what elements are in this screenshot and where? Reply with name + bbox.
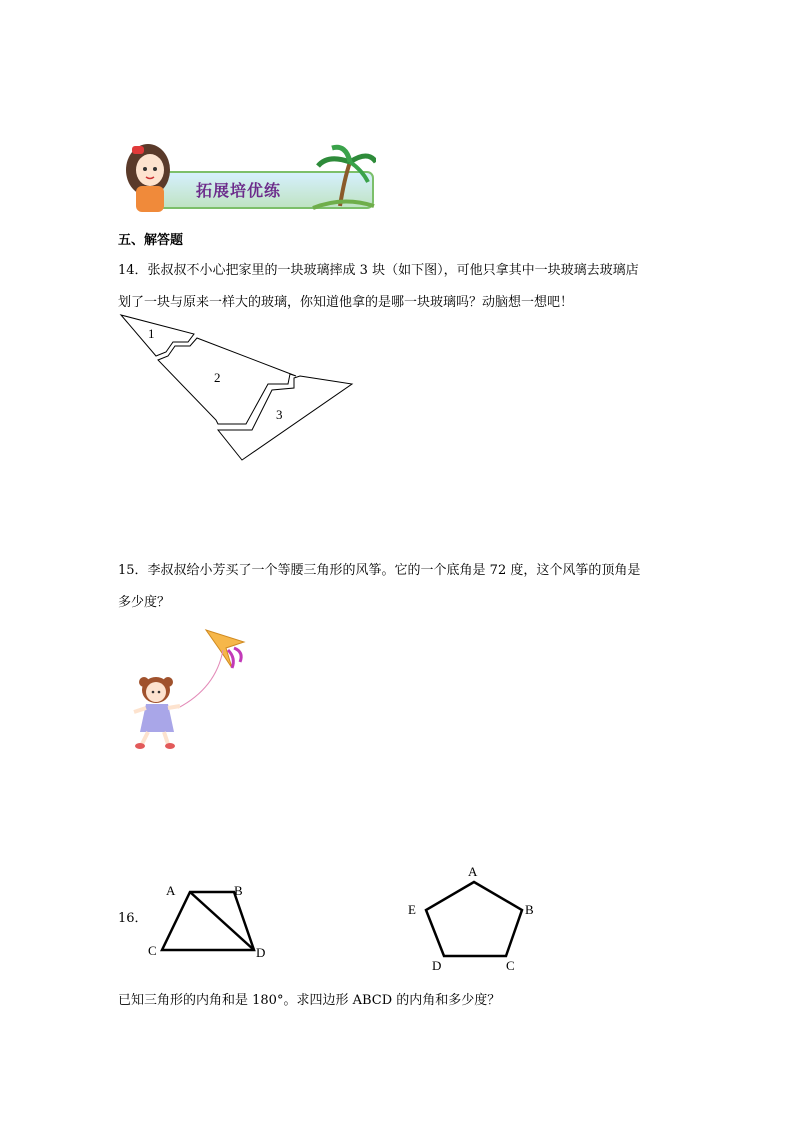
glass-piece-1	[121, 315, 194, 356]
section-title: 五、解答题	[118, 233, 184, 248]
kite-girl-illustration	[128, 628, 254, 752]
vertex-label-a: A	[166, 883, 176, 898]
banner-title: 拓展培优练	[196, 181, 282, 200]
question-14-line-2: 划了一块与原来一样大的玻璃，你知道他拿的是哪一块玻璃吗？动脑想一想吧！	[118, 295, 574, 310]
glass-piece-3	[218, 376, 352, 460]
pentagon-abcde	[426, 882, 522, 956]
banner-graphic	[118, 140, 376, 214]
vertex-label-c: C	[148, 943, 157, 958]
vertex-label-b: B	[234, 883, 243, 898]
piece-label-1: 1	[148, 326, 155, 341]
quadrilateral-abcd	[162, 892, 254, 950]
question-15-line-2: 多少度？	[118, 595, 171, 610]
pentagon-label-c: C	[506, 958, 515, 973]
piece-label-2: 2	[214, 370, 221, 385]
pentagon-label-d: D	[432, 958, 442, 973]
piece-label-3: 3	[276, 407, 283, 422]
question-16-number: 16．	[118, 911, 148, 926]
vertex-label-d: D	[256, 945, 266, 960]
question-15-line-1: 15．李叔叔给小芳买了一个等腰三角形的风筝。它的一个底角是 72 度，这个风筝的顶角是	[118, 563, 641, 578]
pentagon-abcde-figure	[404, 862, 544, 974]
broken-glass-figure	[118, 312, 358, 464]
pentagon-label-b: B	[525, 902, 534, 917]
question-14-line-1: 14．张叔叔不小心把家里的一块玻璃摔成 3 块（如下图），可他只拿其中一块玻璃去玻璃店	[118, 263, 639, 278]
question-16-text: 已知三角形的内角和是 180°。求四边形 ABCD 的内角和多少度？	[118, 993, 501, 1008]
pentagon-label-a: A	[468, 864, 478, 879]
pentagon-label-e: E	[408, 902, 416, 917]
quadrilateral-abcd-figure	[146, 880, 276, 960]
